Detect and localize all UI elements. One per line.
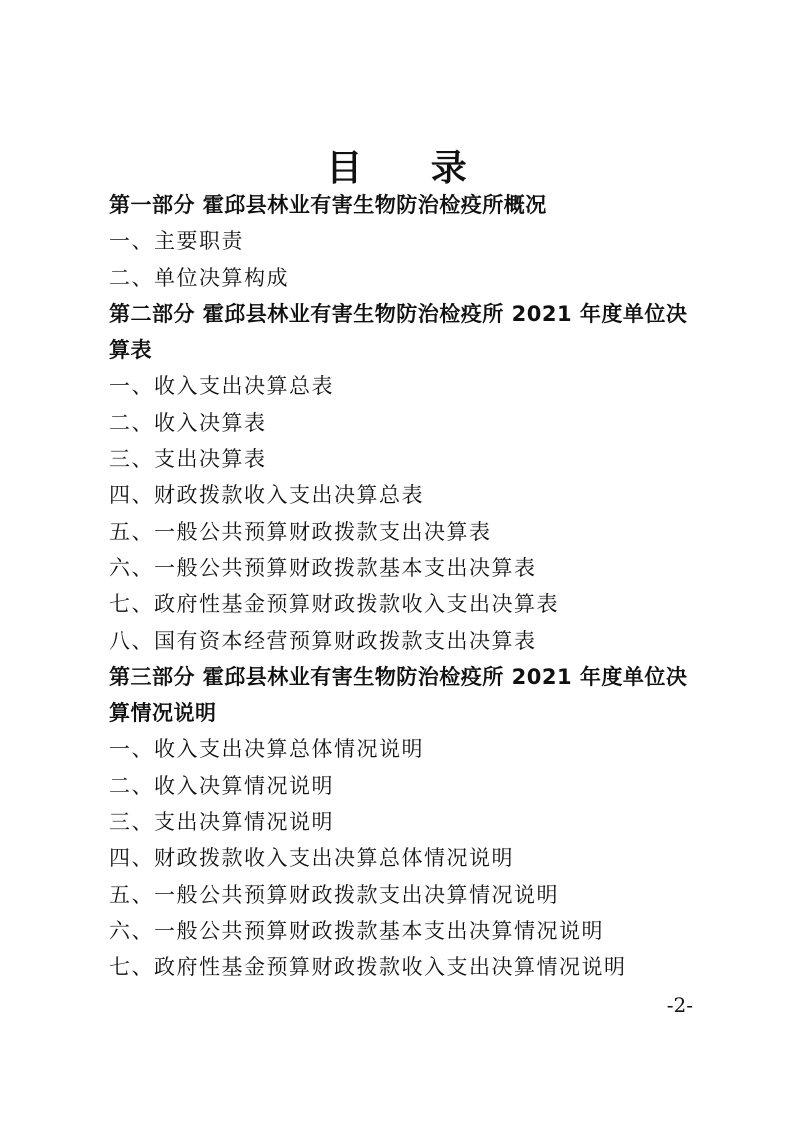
toc-item: 三、支出决算表 (109, 447, 267, 472)
toc-item: 一、主要职责 (109, 229, 244, 254)
toc-item: 七、政府性基金预算财政拨款收入支出决算情况说明 (109, 955, 627, 980)
toc-item: 七、政府性基金预算财政拨款收入支出决算表 (109, 592, 559, 617)
table-of-contents (109, 187, 709, 986)
toc-item: 五、一般公共预算财政拨款支出决算表 (109, 519, 492, 544)
toc-item: 四、财政拨款收入支出决算总体情况说明 (109, 846, 514, 871)
toc-item: 六、一般公共预算财政拨款基本支出决算情况说明 (109, 918, 604, 943)
toc-item: 二、收入决算情况说明 (109, 773, 334, 798)
toc-part-heading-1: 第一部分 霍邱县林业有害生物防治检疫所概况 (109, 193, 547, 217)
toc-item: 五、一般公共预算财政拨款支出决算情况说明 (109, 882, 559, 907)
toc-item: 八、国有资本经营预算财政拨款支出决算表 (109, 628, 537, 653)
toc-item: 四、财政拨款收入支出决算总表 (109, 483, 424, 508)
toc-item: 二、单位决算构成 (109, 265, 289, 290)
toc-item: 二、收入决算表 (109, 410, 267, 435)
toc-part-heading-2: 第二部分 霍邱县林业有害生物防治检疫所 2021 年度单位决算表 (109, 301, 688, 363)
page-number: -2- (666, 993, 693, 1017)
toc-item: 六、一般公共预算财政拨款基本支出决算表 (109, 555, 537, 580)
toc-item: 三、支出决算情况说明 (109, 810, 334, 835)
page-title: 目 录 (326, 148, 495, 189)
toc-part-heading-3: 第三部分 霍邱县林业有害生物防治检疫所 2021 年度单位决算情况说明 (109, 664, 688, 726)
toc-item: 一、收入支出决算总体情况说明 (109, 737, 424, 762)
toc-item: 一、收入支出决算总表 (109, 374, 334, 399)
